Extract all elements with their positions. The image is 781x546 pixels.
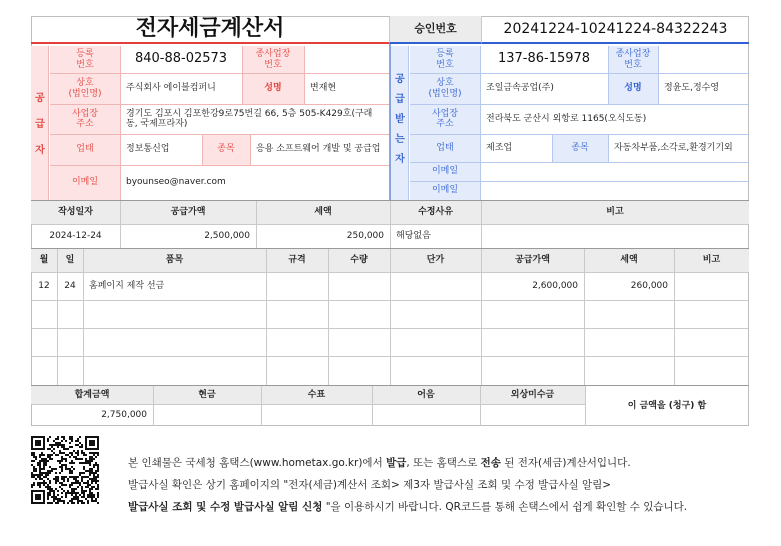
footer-bold-issue: 발급 — [386, 457, 407, 469]
buyer-email1 — [480, 162, 749, 181]
buyer-email1-label: 이메일 — [410, 162, 480, 181]
item-note — [674, 272, 749, 300]
buyer-side-char: 자 — [395, 154, 405, 165]
supplier-company-label — [50, 73, 120, 104]
supplier-company-label-text: 상호 (법인명) — [68, 78, 102, 99]
buyer-email2 — [480, 181, 749, 200]
buyer-email2-label: 이메일 — [410, 181, 480, 200]
totals-header-check: 수표 — [261, 386, 372, 404]
buyer-type-label: 업태 — [410, 134, 480, 162]
totals-header-cash: 현금 — [153, 386, 261, 404]
buyer-sub-value — [658, 46, 749, 73]
buyer-company-label-text: 상호 (법인명) — [428, 78, 462, 99]
buyer-company: 조일금속공업(주) — [486, 83, 554, 94]
footer-text: 본 인쇄물은 국세청 홈택스(www.hometax.go.kr)에서 — [128, 457, 387, 469]
footer-bold-request: 발급사실 조회 및 수정 발급사실 알림 신청 — [128, 501, 323, 513]
supplier-sub-value — [304, 46, 389, 73]
summary-reason: 해당없음 — [396, 230, 431, 241]
summary-header-reason: 수정사유 — [390, 201, 481, 224]
buyer-reg-label-text: 등록 번호 — [436, 49, 454, 70]
buyer-side-label — [391, 70, 409, 170]
item-supply: 2,600,000 — [532, 280, 578, 291]
items-header-month: 월 — [31, 249, 57, 272]
buyer-name: 정윤도,정수영 — [664, 83, 720, 94]
supplier-type-label: 업태 — [50, 134, 120, 165]
buyer-name-label: 성명 — [608, 73, 658, 104]
supplier-company: 주식회사 에이블컴퍼니 — [126, 83, 216, 94]
items-header-spec: 규격 — [266, 249, 328, 272]
items-header-supply: 공급가액 — [481, 249, 584, 272]
buyer-company-label — [410, 73, 480, 104]
supplier-reg-label — [50, 46, 120, 73]
supplier-name-label: 성명 — [242, 73, 304, 104]
totals-total: 2,750,000 — [101, 409, 147, 420]
supplier-address-label — [50, 104, 120, 134]
buyer-side-char: 받 — [395, 114, 405, 125]
totals-claim-text: 이 금액을 (청구) 함 — [627, 400, 707, 411]
summary-supply: 2,500,000 — [204, 230, 250, 241]
buyer-address: 전라북도 군산시 외항로 1165(오식도동) — [486, 113, 647, 124]
supplier-email-label: 이메일 — [50, 165, 120, 200]
supplier-email: byounseo@naver.com — [126, 177, 226, 188]
footer-text: 된 전자(세금)계산서입니다. — [500, 457, 631, 469]
footer-text: "을 이용하시기 바랍니다. QR코드를 통해 손택스에서 쉽게 확인할 수 있습니다. — [322, 501, 688, 513]
supplier-side-char: 급 — [35, 119, 45, 130]
totals-credit — [480, 404, 585, 426]
buyer-reg-label — [410, 46, 480, 73]
supplier-type: 정보통신업 — [126, 144, 170, 155]
supplier-item: 응용 소프트웨어 개발 및 공급업 — [256, 144, 381, 155]
qr-code-icon — [31, 436, 99, 504]
item-spec — [266, 272, 328, 300]
supplier-address-label-text: 사업장 주소 — [71, 108, 99, 129]
summary-date: 2024-12-24 — [49, 230, 102, 241]
approval-number: 20241224-10241224-84322243 — [481, 16, 749, 44]
footer-line-2: 발급사실 확인은 상기 홈페이지의 "전자(세금)계산서 조회> 제3자 발급사실 조회 및 수정 발급사실 알림> — [128, 479, 612, 491]
buyer-item-label: 종목 — [552, 134, 608, 162]
summary-tax: 250,000 — [346, 230, 384, 241]
summary-header-note: 비고 — [481, 201, 749, 224]
item-name: 홈페이지 제작 선금 — [89, 280, 165, 291]
items-header-qty: 수량 — [328, 249, 390, 272]
items-header-note: 비고 — [674, 249, 749, 272]
summary-header-tax: 세액 — [256, 201, 390, 224]
supplier-sub-label — [242, 46, 304, 73]
buyer-item: 자동차부품,소각로,환경기기외 — [614, 142, 733, 153]
totals-bill — [372, 404, 480, 426]
supplier-name: 변재현 — [310, 83, 337, 94]
supplier-item-label: 종목 — [202, 134, 250, 165]
items-header-day: 일 — [57, 249, 83, 272]
supplier-side-label — [31, 86, 49, 164]
summary-note — [481, 224, 749, 248]
footer-line-3 — [128, 499, 687, 514]
totals-cash — [153, 404, 261, 426]
totals-header-bill: 어음 — [372, 386, 480, 404]
buyer-address-label — [410, 104, 480, 134]
footer-line-1 — [128, 455, 631, 470]
supplier-address: 경기도 김포시 김포한강9로75번길 66, 5층 505-K429호(구래동, 국제프라자) — [126, 108, 373, 129]
buyer-side-char: 급 — [395, 94, 405, 105]
footer-text: , 또는 홈택스로 — [406, 457, 481, 469]
buyer-sub-label-text: 종사업장 번호 — [615, 49, 651, 70]
item-price — [390, 272, 481, 300]
items-header-tax: 세액 — [584, 249, 674, 272]
totals-header-total: 합계금액 — [31, 386, 153, 404]
item-tax: 260,000 — [630, 280, 668, 291]
page-title: 전자세금계산서 — [31, 16, 389, 44]
supplier-side-char: 공 — [35, 93, 45, 104]
totals-header-credit: 외상미수금 — [480, 386, 585, 404]
buyer-address-label-text: 사업장 주소 — [431, 108, 459, 129]
items-header-price: 단가 — [390, 249, 481, 272]
buyer-sub-label — [608, 46, 658, 73]
buyer-type: 제조업 — [486, 142, 513, 153]
item-day: 24 — [64, 280, 76, 291]
item-qty — [328, 272, 390, 300]
totals-check — [261, 404, 372, 426]
supplier-side-char: 자 — [35, 145, 45, 156]
buyer-reg-number: 137-86-15978 — [497, 51, 591, 67]
summary-header-date: 작성일자 — [31, 201, 120, 224]
footer-bold-transmit: 전송 — [480, 457, 501, 469]
supplier-reg-number: 840-88-02573 — [134, 51, 228, 67]
supplier-reg-label-text: 등록 번호 — [76, 49, 94, 70]
approval-label: 승인번호 — [389, 16, 481, 44]
buyer-side-char: 공 — [395, 74, 405, 85]
supplier-sub-label-text: 종사업장 번호 — [255, 49, 291, 70]
items-header-name: 품목 — [83, 249, 266, 272]
summary-header-supply: 공급가액 — [120, 201, 256, 224]
buyer-side-char: 는 — [395, 134, 405, 145]
item-month: 12 — [38, 280, 50, 291]
